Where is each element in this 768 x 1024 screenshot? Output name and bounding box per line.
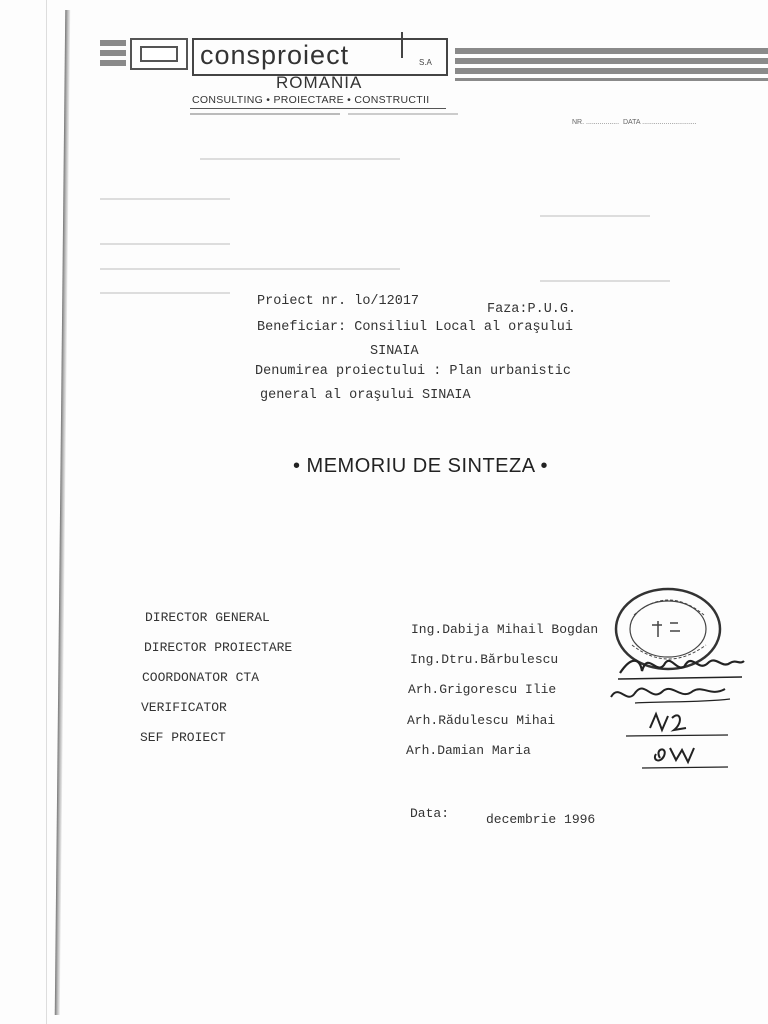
header-stripe [455,78,768,81]
company-logo [192,38,448,76]
show-through-text [100,292,230,294]
handwritten-signature-icon [605,675,735,711]
signatory-role: SEF PROIECT [140,730,226,745]
header-divider [190,108,446,109]
binding-spine [55,10,71,1015]
signatory-name: Arh.Grigorescu Ilie [408,682,557,697]
date-label: Data: [410,806,450,821]
data-label: DATA ............................ [622,119,697,126]
company-tagline: CONSULTING • PROIECTARE • CONSTRUCTII [192,94,430,106]
handwritten-signature-icon [622,708,732,740]
company-country: ROMANIA [276,73,363,92]
header-stripe [455,48,768,54]
project-name-cont: general al oraşului SINAIA [260,388,471,403]
project-number: Proiect nr. lo/12017 [257,294,420,309]
show-through-text [540,215,650,217]
building-logo-icon [130,38,188,70]
cross-mark-icon [401,32,403,58]
show-through-text [540,280,670,282]
header-stripe [100,40,126,46]
signatory-name: Ing.Dtru.Bărbulescu [410,652,559,667]
nr-label: NR. ................. [572,119,620,126]
show-through-text [100,198,230,200]
signatory-name: Arh.Rădulescu Mihai [407,713,556,728]
signatory-role: COORDONATOR CTA [142,670,260,685]
header-stripe [100,50,126,56]
signatory-name: Ing.Dabija Mihail Bogdan [411,622,599,637]
reference-fields [572,119,697,126]
handwritten-signature-icon [640,740,732,772]
header-stripe [455,68,768,74]
header-stripe [455,58,768,64]
project-phase: Faza:P.U.G. [487,302,577,317]
company-suffix: S.A [419,58,432,67]
signatory-role: VERIFICATOR [141,700,227,715]
show-through-text [200,158,400,160]
show-through-text [100,268,400,270]
signatory-role: DIRECTOR PROIECTARE [144,640,293,655]
company-name: consproiect [200,40,350,70]
signatory-name: Arh.Damian Maria [406,743,531,758]
document-title: • MEMORIU DE SINTEZA • [293,455,549,477]
company-address-faint [190,111,458,117]
show-through-text [100,243,230,245]
project-name: Denumirea proiectului : Plan urbanistic [255,364,571,379]
date-value: decembrie 1996 [486,812,596,827]
signatory-role: DIRECTOR GENERAL [145,610,270,625]
paper-edge [46,0,47,1024]
project-beneficiary: Beneficiar: Consiliul Local al oraşului [257,320,573,335]
project-beneficiary-city: SINAIA [370,344,419,359]
header-stripe [100,60,126,66]
